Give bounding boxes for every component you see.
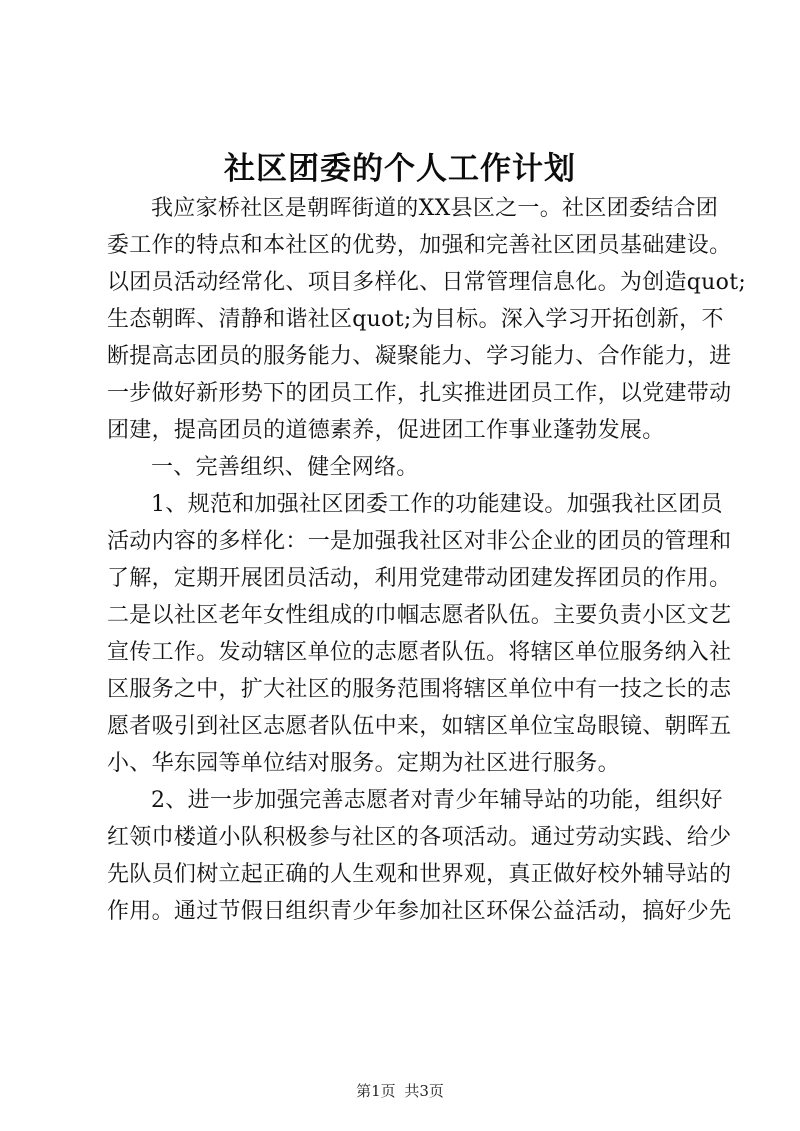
text-line: 一、完善组织、健全网络。 — [151, 455, 419, 480]
section-heading — [107, 449, 699, 486]
text-line: 红领巾楼道小队积极参与社区的各项活动。通过劳动实践、给少 — [107, 825, 732, 850]
text-line: 2、进一步加强完善志愿者对青少年辅导站的功能，组织好 — [151, 788, 723, 813]
text-line: 1、规范和加强社区团委工作的功能建设。加强我社区团员 — [151, 492, 723, 517]
page-total: 共3页 — [404, 1082, 444, 1100]
text-line: 生态朝晖、清静和谐社区quot;为目标。深入学习开拓创新，不 — [107, 307, 724, 332]
paragraph-item-1 — [107, 486, 732, 782]
document-body — [107, 190, 747, 930]
text-line: 区服务之中，扩大社区的服务范围将辖区单位中有一技之长的志 — [107, 677, 732, 702]
paragraph-intro — [107, 190, 747, 449]
text-line: 二是以社区老年女性组成的巾帼志愿者队伍。主要负责小区文艺 — [107, 603, 732, 628]
text-line: 以团员活动经常化、项目多样化、日常管理信息化。为创造quot; — [107, 270, 747, 295]
text-line: 我应家桥社区是朝晖街道的XX县区之一。社区团委结合团 — [151, 196, 719, 221]
document-title: 社区团委的个人工作计划 — [224, 151, 576, 187]
text-line: 先队员们树立起正确的人生观和世界观，真正做好校外辅导站的 — [107, 862, 732, 887]
paragraph-item-2 — [107, 782, 732, 930]
text-line: 一步做好新形势下的团员工作，扎实推进团员工作，以党建带动 — [107, 381, 732, 406]
page-footer — [0, 1080, 800, 1101]
text-line: 作用。通过节假日组织青少年参加社区环保公益活动，搞好少先 — [107, 899, 732, 924]
text-line: 活动内容的多样化：一是加强我社区对非公企业的团员的管理和 — [107, 529, 732, 554]
text-line: 愿者吸引到社区志愿者队伍中来，如辖区单位宝岛眼镜、朝晖五 — [107, 714, 732, 739]
text-line: 了解，定期开展团员活动，利用党建带动团建发挥团员的作用。 — [107, 566, 732, 591]
text-line: 断提高志团员的服务能力、凝聚能力、学习能力、合作能力，进 — [107, 344, 732, 369]
text-line: 团建，提高团员的道德素养，促进团工作事业蓬勃发展。 — [107, 418, 665, 443]
text-line: 小、华东园等单位结对服务。定期为社区进行服务。 — [107, 751, 620, 776]
page-number: 第1页 — [356, 1082, 396, 1100]
text-line: 宣传工作。发动辖区单位的志愿者队伍。将辖区单位服务纳入社 — [107, 640, 732, 665]
text-line: 委工作的特点和本社区的优势，加强和完善社区团员基础建设。 — [107, 233, 732, 258]
